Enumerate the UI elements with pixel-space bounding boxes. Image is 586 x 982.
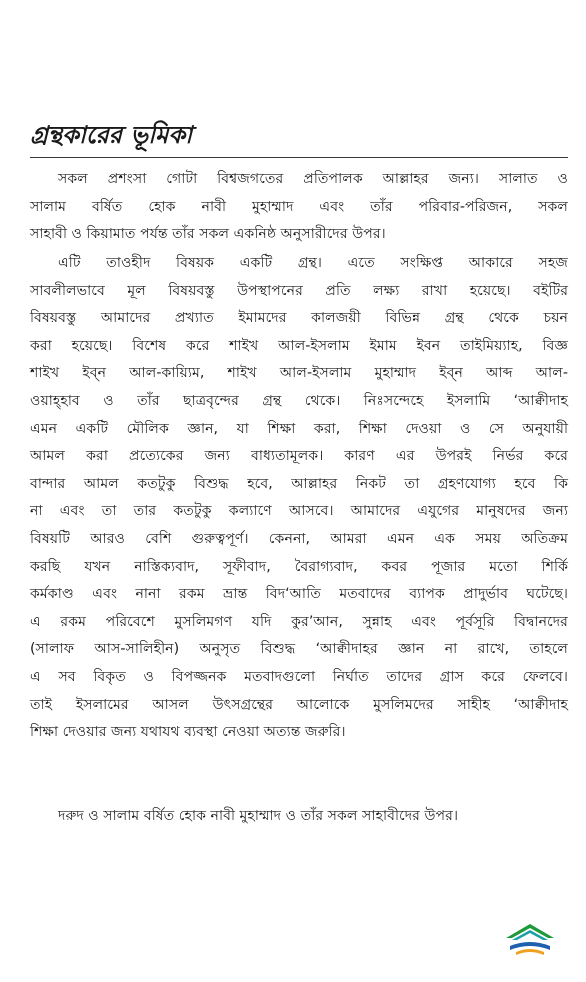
paragraph-line: না এবং তা তার কতটুকু কল্যাণে আসবে। আমাদের এযুগের মানুষদের জন্য — [30, 503, 568, 520]
paragraph-line: দরুদ ও সালাম বর্ষিত হোক নাবী মুহাম্মাদ ও তাঁর সকল সাহাবীদের উপর। — [58, 808, 459, 824]
paragraph-line: শিক্ষা দেওয়ার জন্য যথাযথ ব্যবস্থা নেওয়া অত্যন্ত জরুরি। — [30, 724, 346, 741]
paragraph-line: শাইখ ইব্‌ন আল-কায়্যিম, শাইখ আল-ইসলাম মুহাম্মাদ ইব্‌ন আব্দ আল- — [30, 365, 568, 382]
paragraph-line: করছি যখন নাস্তিক্যবাদ, সূফীবাদ, বৈরাগ্যবাদ, কবর পূজার মতো শির্কি — [30, 558, 568, 575]
paragraph-line: বিষয়বস্তু আমাদের প্রখ্যাত ইমামদের কালজয়ী বিভিন্ন গ্রন্থ থেকে চয়ন — [30, 310, 568, 327]
paragraph-line: এ রকম পরিবেশে মুসলিমগণ যদি কুর’আন, সুন্নাহ এবং পূর্বসূরি বিদ্বানদের — [30, 613, 568, 630]
paragraph-line: (সালাফ আস-সালিহীন) অনুসৃত বিশুদ্ধ ‘আক্বীদাহর জ্ঞান না রাখে, তাহলে — [30, 641, 568, 658]
publisher-logo-icon — [500, 920, 560, 960]
paragraph-body — [30, 250, 568, 747]
paragraph-line: সাহাবী ও কিয়ামাত পর্যন্ত তাঁর সকল একনিষ্ঠ অনুসারীদের উপর। — [30, 226, 386, 243]
logo-book-blue — [510, 942, 550, 950]
paragraph-line: সালাম বর্ষিত হোক নাবী মুহাম্মাদ এবং তাঁর পরিবার-পরিজন, সকল — [30, 198, 568, 215]
paragraph-line: ওয়াহ্‌হাব ও তাঁর ছাত্রবৃন্দের গ্রন্থ থেকে। নিঃসন্দেহে ইসলামি ‘আক্বীদাহ — [30, 392, 568, 409]
paragraph-line: আমল করা প্রত্যেকের জন্য বাধ্যতামূলক। কারণ এর উপরই নির্ভর করে — [30, 448, 568, 465]
paragraph-line: বান্দার আমল কতটুকু বিশুদ্ধ হবে, আল্লাহর নিকট তা গ্রহণযোগ্য হবে কি — [30, 475, 568, 492]
paragraph-greeting — [30, 166, 568, 249]
paragraph-line: করা হয়েছে। বিশেষ করে শাইখ আল-ইসলাম ইমাম ইবন তাইমিয়্যাহ, বিজ্ঞ — [30, 337, 568, 354]
heading-rule — [30, 157, 568, 158]
logo-book-orange — [516, 949, 544, 955]
paragraph-line: এ সব বিকৃত ও বিপজ্জনক মতবাদগুলো নির্ঘাত তাদের গ্রাস করে ফেলবে। — [30, 668, 568, 685]
paragraph-line: তাই ইসলামের আসল উৎসগ্রন্থের আলোকে মুসলিমদের সাহীহ ‘আক্বীদাহ — [30, 696, 568, 713]
paragraph-closing — [30, 803, 568, 831]
paragraph-line: সাবলীলভাবে মূল বিষয়বস্তু উপস্থাপনের প্রতি লক্ষ্য রাখা হয়েছে। বইটির — [30, 282, 568, 299]
chapter-heading: গ্রন্থকারের ভূমিকা — [30, 120, 193, 149]
paragraph-line: এমন একটি মৌলিক জ্ঞান, যা শিক্ষা করা, শিক্ষা দেওয়া ও সে অনুযায়ী — [30, 420, 568, 437]
paragraph-line: কর্মকাণ্ড এবং নানা রকম ভ্রান্ত বিদ‘আতি মতবাদের ব্যাপক প্রাদুর্ভাব ঘটেছে। — [30, 586, 568, 603]
paragraph-line: বিষয়টি আরও বেশি গুরুত্বপূর্ণ। কেননা, আমরা এমন এক সময় অতিক্রম — [30, 530, 568, 547]
paragraph-line: সকল প্রশংসা গোটা বিশ্বজগতের প্রতিপালক আল্লাহর জন্য। সালাত ও — [58, 171, 568, 187]
paragraph-line: এটি তাওহীদ বিষয়ক একটি গ্রন্থ। এতে সংক্ষিপ্ত আকারে সহজ — [58, 255, 568, 271]
